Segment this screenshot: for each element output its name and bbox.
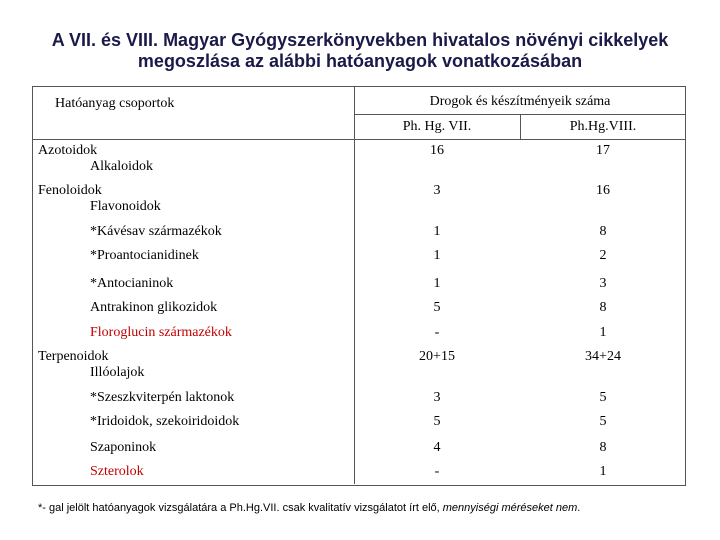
column-header-vii: Ph. Hg. VII. <box>402 119 472 134</box>
count-vii: 5 <box>433 414 441 429</box>
count-vii: 4 <box>433 440 441 455</box>
count-viii: 8 <box>599 440 607 455</box>
group-sub-label: Flavonoidok <box>90 199 161 214</box>
count-vii: 20+15 <box>419 349 455 364</box>
count-viii: 17 <box>596 143 610 158</box>
row-label: *Antocianinok <box>90 276 174 291</box>
row-label: *Szeszkviterpén laktonok <box>90 390 235 405</box>
drug-count-header: Drogok és készítményeik száma <box>429 94 611 109</box>
group-main-label: Azotoidok <box>38 143 98 158</box>
group-main-label: Terpenoidok <box>38 349 109 364</box>
count-vii: 1 <box>433 248 441 263</box>
footnote <box>38 502 580 514</box>
count-viii: 16 <box>596 183 610 198</box>
title-line-2: megoszlása az alábbi hatóanyagok vonatkozásában <box>137 51 583 71</box>
row-label: Szterolok <box>90 464 144 479</box>
row-label: Antrakinon glikozidok <box>90 300 218 315</box>
header-bottom-rule <box>32 139 685 140</box>
row-label: Szaponinok <box>90 440 157 455</box>
group-sub-label: Alkaloidok <box>90 159 153 174</box>
row-label: *Iridoidok, szekoiridoidok <box>90 414 240 429</box>
count-vii: 1 <box>433 276 441 291</box>
count-viii: 5 <box>599 414 607 429</box>
row-label: *Kávésav származékok <box>90 224 222 239</box>
group-sub-label: Illóolajok <box>90 365 145 380</box>
count-vii: 5 <box>433 300 441 315</box>
count-viii: 8 <box>599 300 607 315</box>
count-vii: 3 <box>433 183 441 198</box>
count-viii: 1 <box>599 464 607 479</box>
title-line-1: A VII. és VIII. Magyar Gyógyszerkönyvekben hivatalos növényi cikkelyek <box>51 30 669 50</box>
row-label: Floroglucin származékok <box>90 325 232 340</box>
column-header-viii: Ph.Hg.VIII. <box>569 119 637 134</box>
count-vii: 3 <box>433 390 441 405</box>
count-viii: 2 <box>599 248 607 263</box>
footnote-end: . <box>577 502 581 514</box>
group-main-label: Fenoloidok <box>38 183 102 198</box>
count-viii: 3 <box>599 276 607 291</box>
count-viii: 8 <box>599 224 607 239</box>
group-header: Hatóanyag csoportok <box>55 96 175 111</box>
count-viii: 34+24 <box>585 349 621 364</box>
row-label: *Proantocianidinek <box>90 248 199 263</box>
page-title <box>0 30 720 72</box>
count-vii: - <box>434 464 440 479</box>
count-viii: 1 <box>599 325 607 340</box>
footnote-text: *- gal jelölt hatóanyagok vizsgálatára a Ph.Hg.VII. csak kvalitatív vizsgálatot írt elő, <box>38 502 440 514</box>
count-viii: 5 <box>599 390 607 405</box>
count-vii: 16 <box>430 143 444 158</box>
footnote-italic: mennyiségi méréseket nem <box>442 502 578 514</box>
count-vii: 1 <box>433 224 441 239</box>
count-vii: - <box>434 325 440 340</box>
